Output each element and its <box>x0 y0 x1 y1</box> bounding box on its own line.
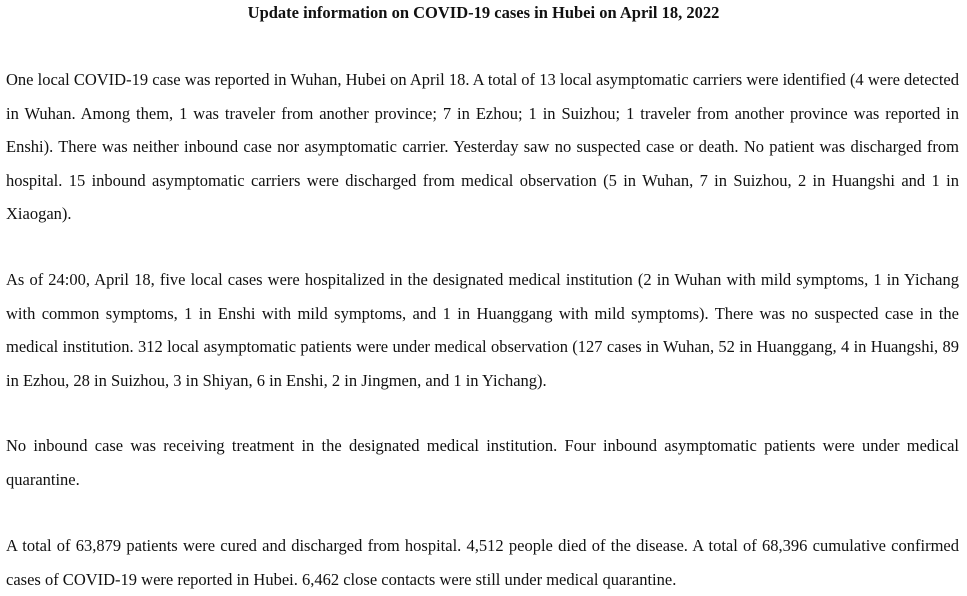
paragraph-cumulative-totals: A total of 63,879 patients were cured and discharged from hospital. 4,512 people died of the disease. A total of 68,396 cumulative confirmed cases of COVID-19 were reported in Hubei. 6,462 close contacts were still under medical quarantine. <box>6 536 959 589</box>
paragraph-hospitalized-cases: As of 24:00, April 18, five local cases were hospitalized in the designated medical institution (2 in Wuhan with mild symptoms, 1 in Yichang with common symptoms, 1 in Enshi with mild symptoms, and 1 in Huanggang with mild symptoms). There was no suspected case in the medical institution. 312 local asymptomatic patients were under medical observation (127 cases in Wuhan, 52 in Huanggang, 4 in Huangshi, 89 in Ezhou, 28 in Suizhou, 3 in Shiyan, 6 in Enshi, 2 in Jingmen, and 1 in Yichang). <box>6 270 959 390</box>
paragraph-inbound-cases: No inbound case was receiving treatment in the designated medical institution. Four inbound asymptomatic patients were under medical quarantine. <box>6 436 959 489</box>
document-title: Update information on COVID-19 cases in Hubei on April 18, 2022 <box>247 3 720 22</box>
paragraph-new-cases: One local COVID-19 case was reported in Wuhan, Hubei on April 18. A total of 13 local asymptomatic carriers were identified (4 were detected in Wuhan. Among them, 1 was traveler from another province; 7 in Ezhou; 1 in Suizhou; 1 traveler from another province was reported in Enshi). There was neither inbound case nor asymptomatic carrier. Yesterday saw no suspected case or death. No patient was discharged from hospital. 15 inbound asymptomatic carriers were discharged from medical observation (5 in Wuhan, 7 in Suizhou, 2 in Huangshi and 1 in Xiaogan). <box>6 70 959 223</box>
